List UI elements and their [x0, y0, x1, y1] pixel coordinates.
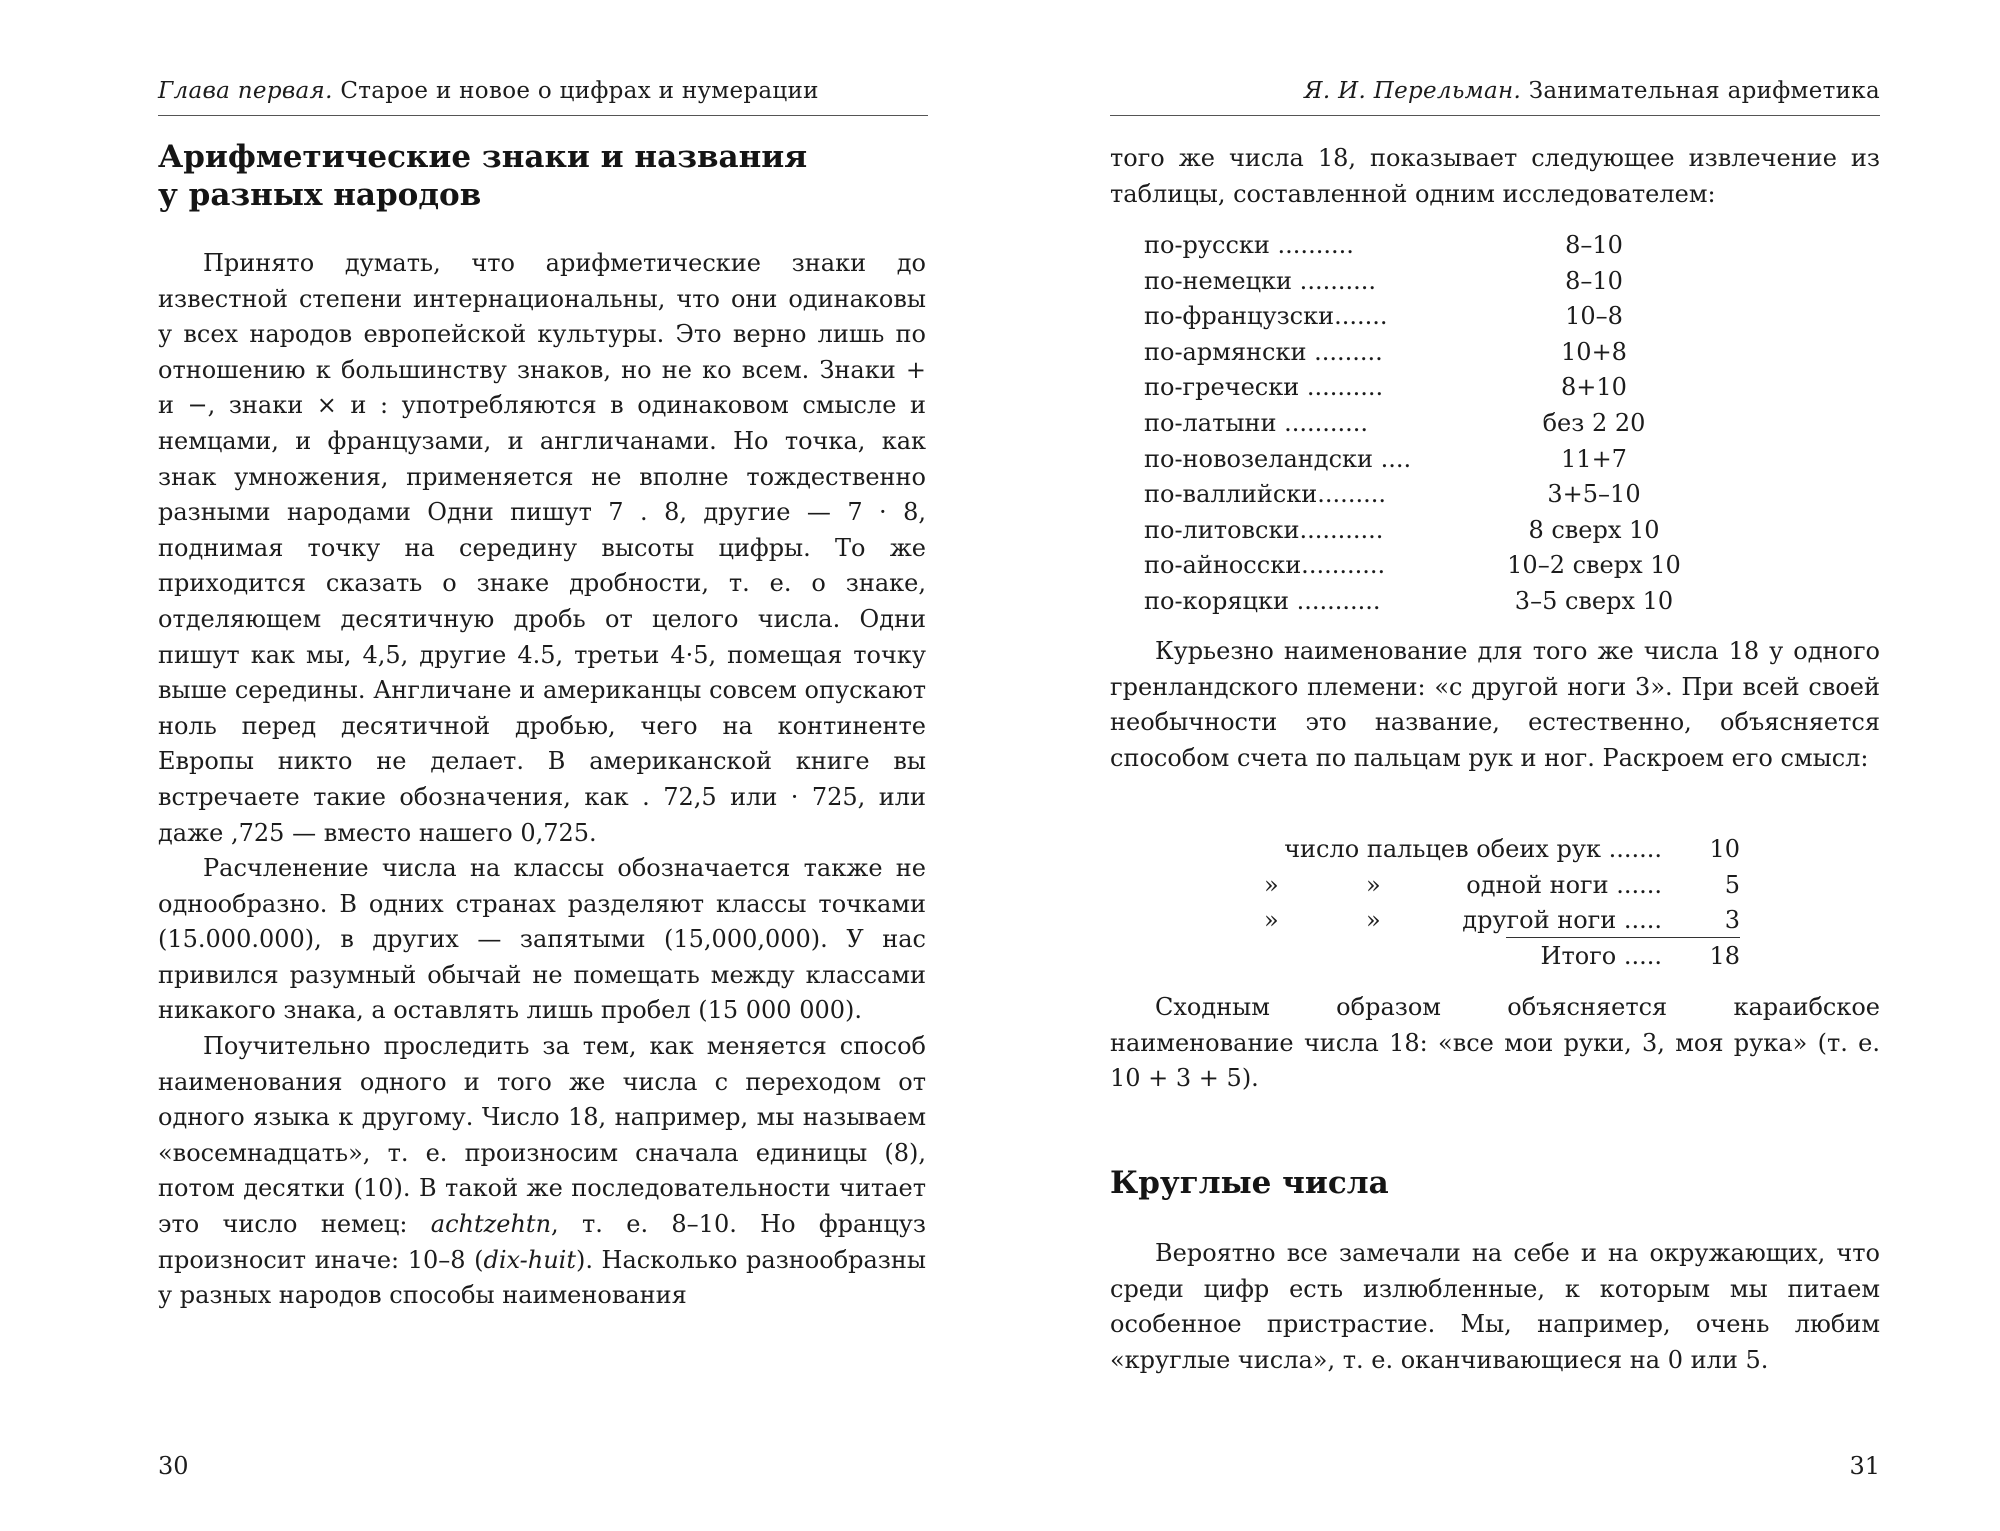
greenland-paragraph [1110, 634, 1880, 776]
table-row: по-гречески .......... 8+10 [1144, 373, 1627, 402]
paragraph: Расчленение числа на классы обозначается также не однообразно. В одних странах разделяют классы точками (15.000.000), в других — запятыми (15,000,000). У нас привился разумный обычай не помещать между классами никакого знака, а оставлять лишь пробел (15 000 000). [158, 854, 926, 1025]
table-row: по-валлийски......... 3+5–10 [1144, 480, 1641, 509]
table-row: по-латыни ........... без 2 20 [1144, 408, 1646, 437]
round-numbers-paragraph [1110, 1236, 1880, 1378]
right-running-head [1110, 76, 1880, 116]
left-running-head [158, 76, 928, 116]
table-row: по-немецки .......... 8–10 [1144, 266, 1623, 295]
paragraph: Сходным образом объясняется караибское наименование числа 18: «все мои руки, 3, моя рука» (т. е. 10 + 3 + 5). [1110, 993, 1880, 1093]
book-title: Занимательная арифметика [1528, 78, 1880, 104]
table-row: по-литовски........... 8 сверх 10 [1144, 515, 1660, 544]
page-number: 31 [1849, 1452, 1880, 1480]
calc-row: » » другой ноги ..... 3 [1220, 903, 1740, 939]
paragraph: Принято думать, что арифметические знаки до известной степени интернациональны, что они одинаковы у всех народов европейской культуры. Это верно лишь по отношению к большинству знаков, но не ко всем. Знаки + и −, знаки × и : употребляются в одинаковом смысле и немцами, и французами, и англичанами. Но точка, как знак умножения, применяется не вполне тождественно разными народами Одни пишут 7 . 8, другие — 7 · 8, поднимая точку на середину высоты цифры. То же приходится сказать о знаке дробности, т. е. о знаке, отделяющем десятичную дробь от целого числа. Одни пишут как мы, 4,5, другие 4.5, третьи 4·5, помещая точку выше середины. Англичане и американцы совсем опускают ноль перед десятичной дробью, чего на континенте Европы никто не делает. В американской книге вы встречаете такие обозначения, как . 72,5 или · 725, или даже ,725 — вместо нашего 0,725. [158, 249, 926, 847]
table-row: по-армянски ......... 10+8 [1144, 337, 1627, 366]
calc-row: » » одной ноги ...... 5 [1264, 870, 1740, 899]
author-label: Я. И. Перельман. [1304, 78, 1522, 104]
section-title-round-numbers: Круглые числа [1110, 1165, 1389, 1201]
section-title-line2: у разных народов [158, 177, 482, 213]
carib-paragraph [1110, 990, 1880, 1097]
page-number: 30 [158, 1452, 189, 1480]
finger-count-calculation [1220, 832, 1740, 974]
paragraph: Поучительно проследить за тем, как меняется способ наименования одного и того же числа с переходом от одного языка к другому. Число 18, например, мы называем «восемнадцать», т. е. произносим сначала единицы (8), потом десятки (10). В такой же последовательности читает это число немец: achtzehtn, т. е. 8–10. Но француз произносит иначе: 10–8 (dix-huit). Насколько разнообразны у разных народов способы наименования [158, 1032, 926, 1310]
table-row: по-новозеландски .... 11+7 [1144, 444, 1627, 473]
paragraph: того же числа 18, показывает следующее извлечение из таблицы, составленной одним исследователем: [1110, 144, 1880, 208]
chapter-label: Глава первая. [158, 78, 333, 104]
paragraph: Курьезно наименование для того же числа 18 у одного гренландского племени: «с другой ноги 3». При всей своей необычности это название, естественно, объясняется способом счета по пальцам рук и ног. Раскроем его смысл: [1110, 637, 1880, 772]
french-word: dix-huit [483, 1245, 576, 1274]
calc-row: число пальцев обеих рук ....... 10 [1284, 835, 1740, 863]
table-row: по-русски .......... 8–10 [1144, 231, 1623, 259]
right-page [1000, 0, 2000, 1531]
german-word: achtzehtn [430, 1210, 552, 1239]
section-title-line1: Арифметические знаки и названия [158, 139, 808, 175]
table-row: по-французски....... 10–8 [1144, 302, 1623, 331]
paragraph: Вероятно все замечали на себе и на окружающих, что среди цифр есть излюбленные, к которым мы питаем особенное пристрастие. Мы, например, очень любим «круглые числа», т. е. оканчивающиеся на 0 или 5. [1110, 1239, 1880, 1374]
section-title [158, 138, 918, 214]
left-body-text [158, 246, 926, 1314]
chapter-title: Старое и новое о цифрах и нумерации [340, 78, 819, 104]
table-row: по-коряцки ........... 3–5 сверх 10 [1144, 586, 1674, 615]
right-intro-text [1110, 141, 1880, 212]
calc-total-row: Итого ..... 18 [1540, 941, 1740, 970]
table-row: по-айносски........... 10–2 сверх 10 [1144, 551, 1681, 580]
number-names-table [1144, 228, 1744, 620]
